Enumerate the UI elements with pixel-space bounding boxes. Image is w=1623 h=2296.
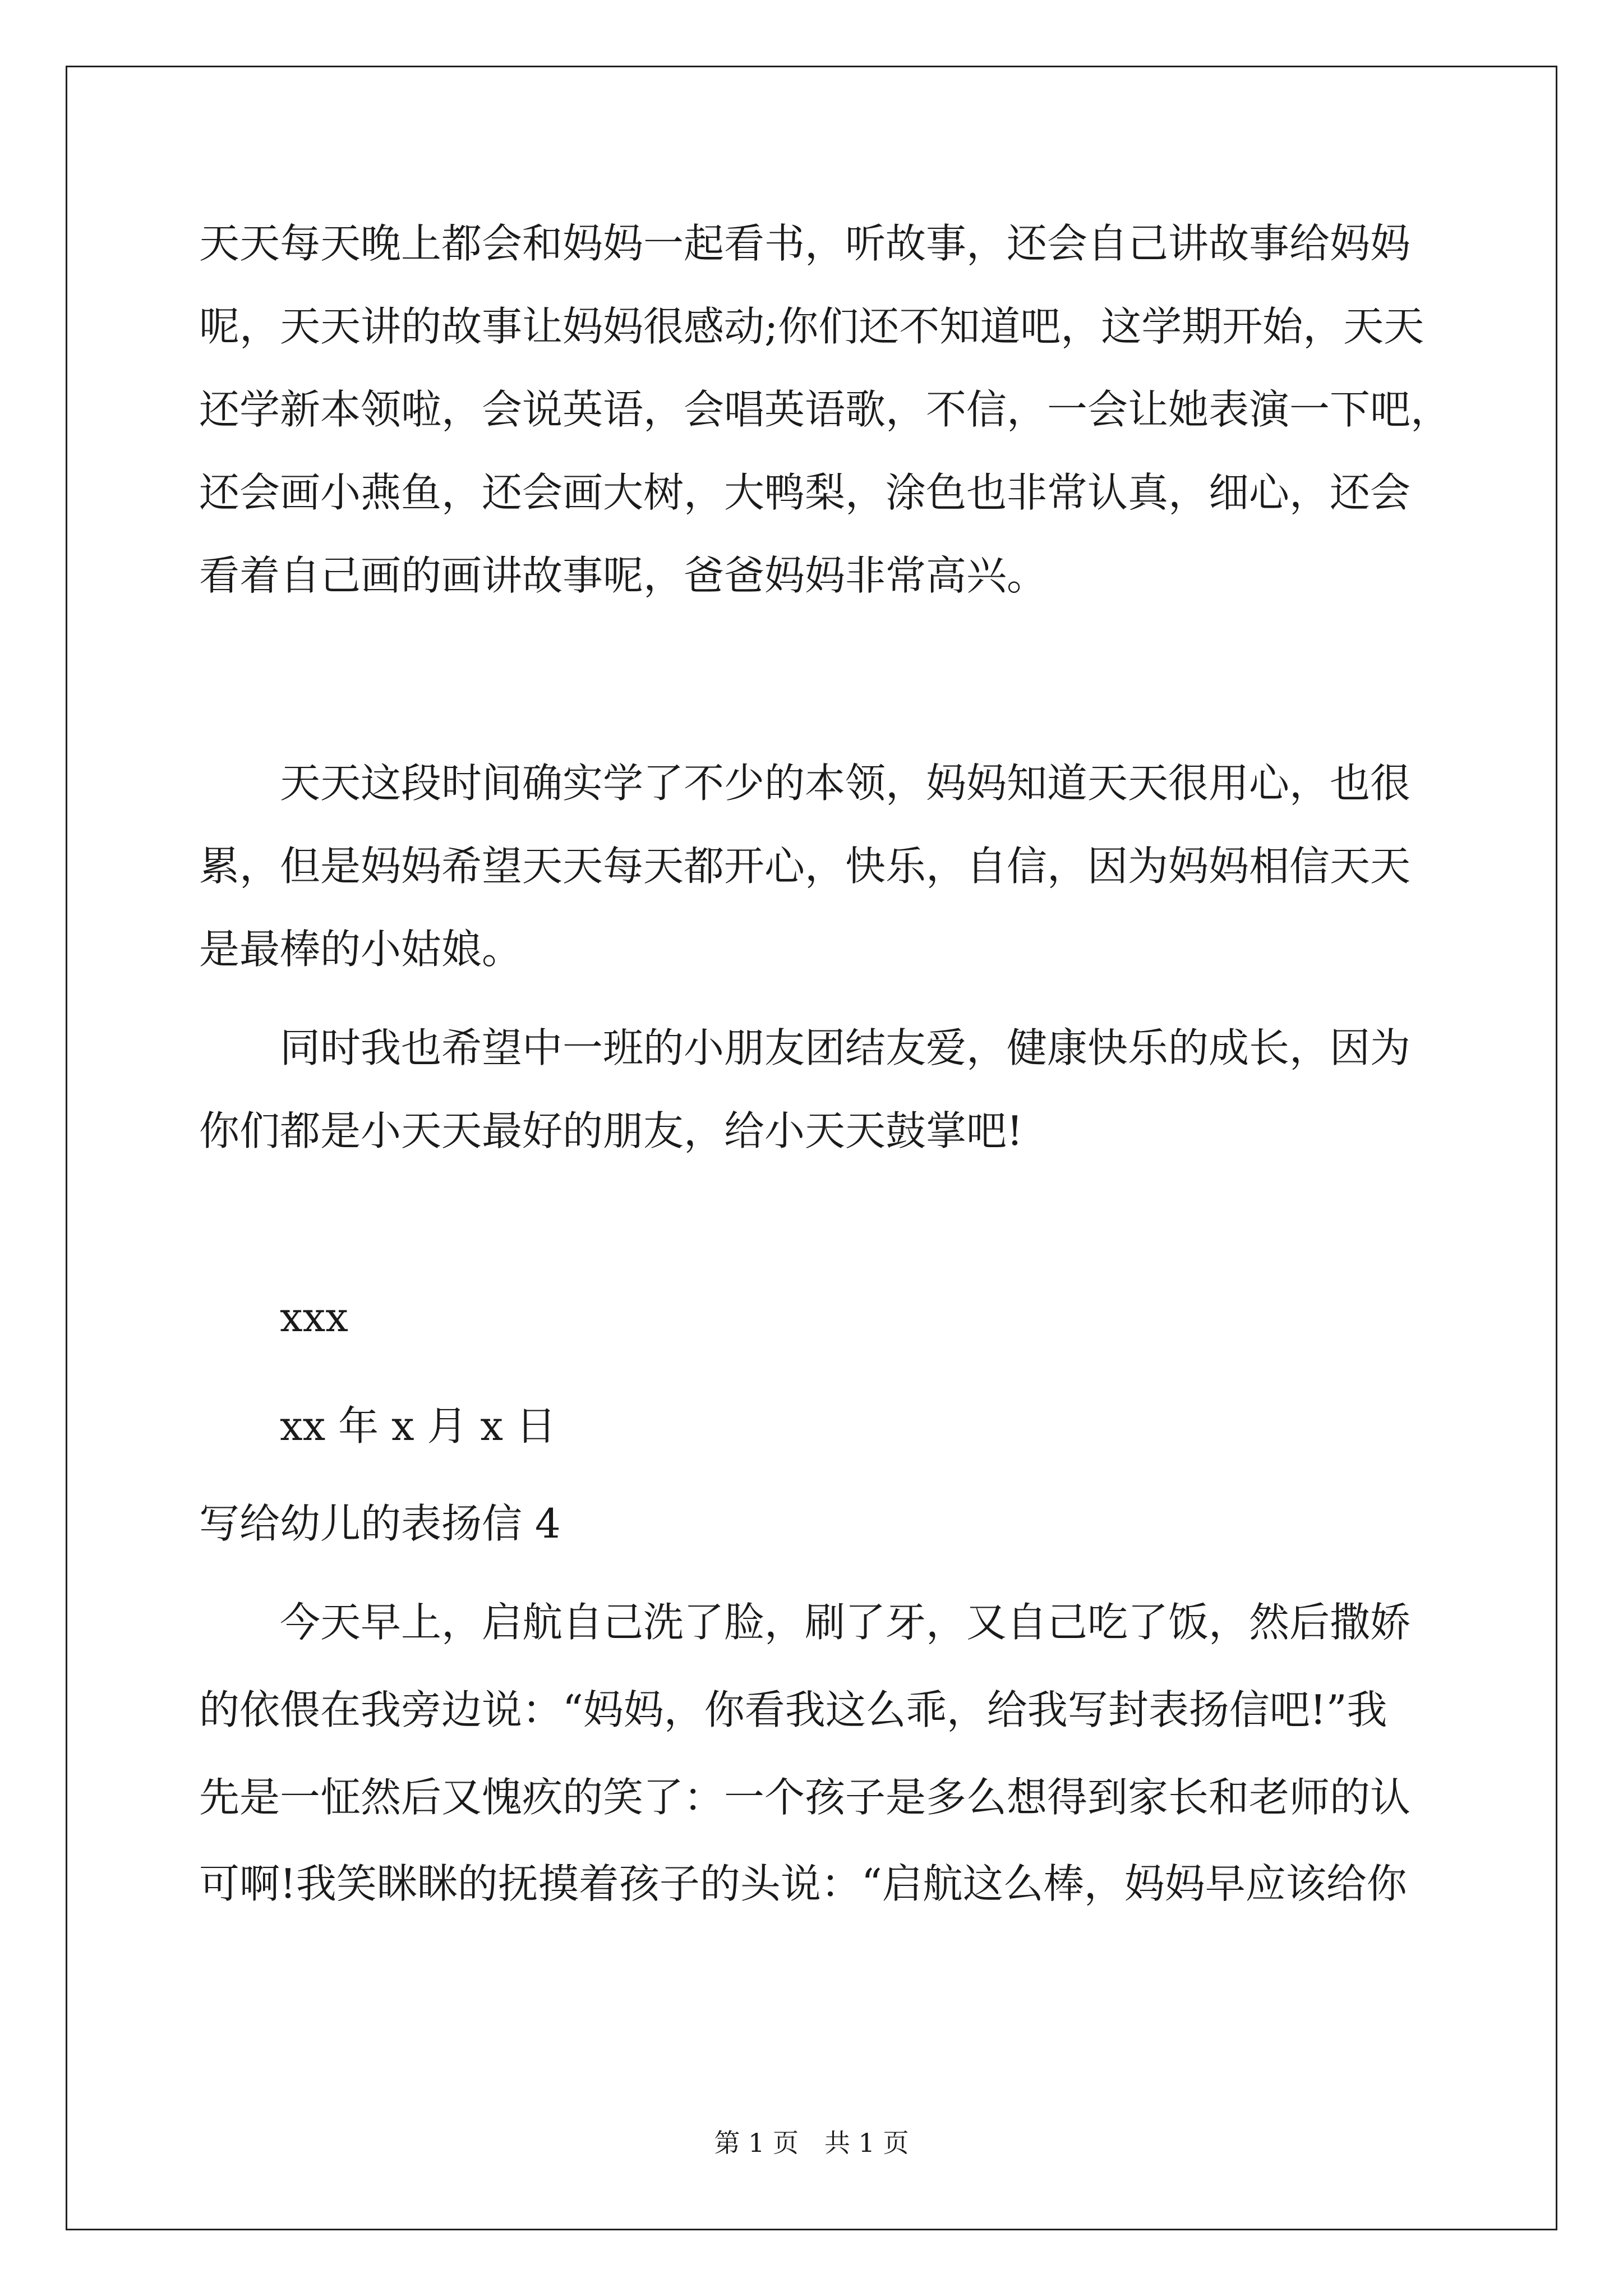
paragraph-line: 的依偎在我旁边说：“妈妈，你看我这么乖，给我写封表扬信吧!”我	[199, 1686, 1387, 1733]
paragraph-line: 先是一怔然后又愧疚的笑了：一个孩子是多么想得到家长和老师的认	[199, 1774, 1411, 1821]
page-total: 共 1 页	[824, 2128, 909, 2158]
paragraph-line: 还学新本领啦，会说英语，会唱英语歌，不信，一会让她表演一下吧，	[199, 386, 1451, 433]
section-title: 写给幼儿的表扬信 4	[199, 1500, 561, 1547]
paragraph-line: 累，但是妈妈希望天天每天都开心，快乐，自信，因为妈妈相信天天	[199, 843, 1411, 890]
paragraph-line: 天天每天晚上都会和妈妈一起看书，听故事，还会自己讲故事给妈妈	[199, 220, 1411, 267]
date-line: xx 年 x 月 x 日	[280, 1402, 556, 1450]
paragraph-line: 可啊!我笑眯眯的抚摸着孩子的头说：“启航这么棒，妈妈早应该给你	[199, 1860, 1407, 1907]
paragraph-line: 你们都是小天天最好的朋友，给小天天鼓掌吧!	[199, 1107, 1023, 1154]
signature: xxx	[280, 1294, 348, 1341]
paragraph-line: 同时我也希望中一班的小朋友团结友爱，健康快乐的成长，因为	[280, 1024, 1411, 1071]
page-number: 第 1 页	[714, 2128, 799, 2158]
paragraph-line: 今天早上，启航自己洗了脸，刷了牙，又自己吃了饭，然后撒娇	[280, 1599, 1411, 1646]
paragraph-line: 是最棒的小姑娘。	[199, 926, 523, 973]
paragraph-line: 天天这段时间确实学了不少的本领，妈妈知道天天很用心，也很	[280, 760, 1411, 807]
paragraph-line: 看着自己画的画讲故事呢，爸爸妈妈非常高兴。	[199, 552, 1048, 599]
paragraph-line: 还会画小燕鱼，还会画大树，大鸭梨，涂色也非常认真，细心，还会	[199, 469, 1411, 516]
paragraph-line: 呢，天天讲的故事让妈妈很感动;你们还不知道吧，这学期开始，天天	[199, 303, 1424, 350]
page-footer	[0, 2126, 1623, 2160]
